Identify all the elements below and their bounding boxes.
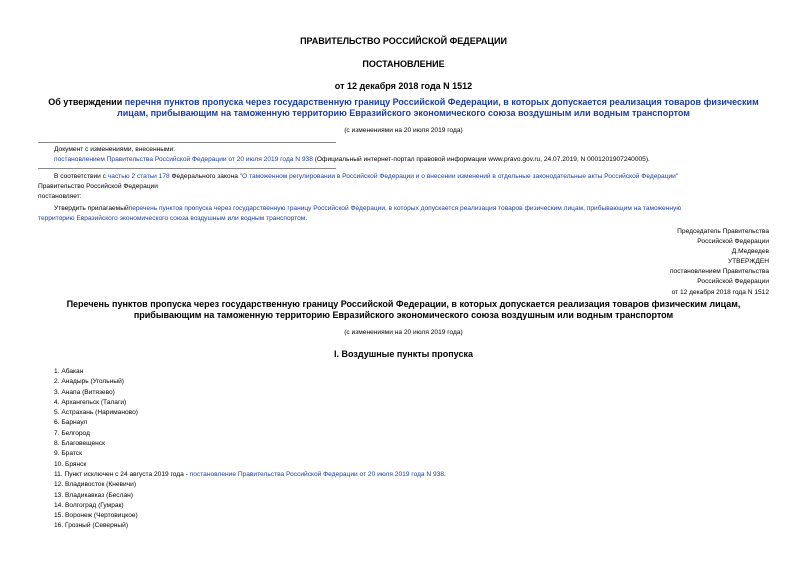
doc-title-prefix: Об утверждении bbox=[48, 97, 123, 107]
list-item: 12. Владивосток (Кневичи) bbox=[54, 481, 137, 489]
changes-source: (Официальный интернет-портал правовой информации www.pravo.gov.ru, 24.07.2019, N 0001201907240005). bbox=[314, 156, 650, 163]
doc-type-heading: ПОСТАНОВЛЕНИЕ bbox=[362, 59, 445, 69]
signature-name: Д.Медведев bbox=[731, 248, 769, 255]
approved-by: постановлением Правительства bbox=[669, 268, 769, 275]
list-item: 15. Воронеж (Чертовицкое) bbox=[54, 512, 138, 520]
approved-date: от 12 декабря 2018 года N 1512 bbox=[671, 289, 769, 296]
list-title-line2: прибывающим на таможенную территорию Евразийского экономического союза воздушным или водным транспортом bbox=[133, 310, 674, 320]
excluded-decree-link[interactable]: постановление Правительства Российской Федерации от 20 июля 2019 года N 938 bbox=[189, 470, 445, 478]
government-heading: ПРАВИТЕЛЬСТВО РОССИЙСКОЙ ФЕДЕРАЦИИ bbox=[300, 36, 507, 46]
section-heading: I. Воздушные пункты пропуска bbox=[334, 349, 473, 359]
list-item: 6. Барнаул bbox=[54, 419, 88, 427]
signature-position-1: Председатель Правительства bbox=[677, 228, 769, 235]
excluded-end: . bbox=[444, 470, 446, 478]
list-item: 3. Анапа (Витязево) bbox=[54, 388, 115, 396]
amendment-note: (с изменениями на 20 июля 2019 года) bbox=[344, 127, 463, 134]
list-item: 8. Благовещенск bbox=[54, 440, 105, 448]
doc-title-line1 bbox=[0, 97, 807, 107]
doc-title-link-cont[interactable]: лицам, прибывающим на таможенную территорию Евразийского экономического союза воздушным или водным транспортом bbox=[117, 108, 690, 118]
p1-prefix: В соответствии с bbox=[54, 173, 106, 180]
p2-list-link-cont[interactable]: территорию Евразийского экономического союза воздушным или водным транспортом bbox=[38, 215, 306, 222]
list-item: 5. Астрахань (Нариманово) bbox=[54, 409, 138, 417]
list-item: 2. Анадырь (Угольный) bbox=[54, 378, 124, 386]
list-amendment-note: (с изменениями на 20 июля 2019 года) bbox=[344, 329, 463, 336]
p2-list-link[interactable]: перечень пунктов пропуска через государственную границу Российской Федерации, в которых допускается реализация товаров физическим лицам, прибывающим на таможенную bbox=[128, 205, 682, 212]
approved-label: УТВЕРЖДЕН bbox=[727, 258, 769, 265]
body-paragraph-2 bbox=[54, 205, 681, 212]
p2-prefix: Утвердить прилагаемый bbox=[54, 205, 129, 212]
list-item: 7. Белгород bbox=[54, 429, 90, 437]
signature-position-2: Российской Федерации bbox=[697, 238, 769, 245]
doc-date-number: от 12 декабря 2018 года N 1512 bbox=[334, 81, 473, 91]
p2-end: . bbox=[305, 215, 308, 222]
separator-top bbox=[38, 142, 336, 143]
list-item: 16. Грозный (Северный) bbox=[54, 522, 129, 530]
list-item: 14. Волгоград (Гумрак) bbox=[54, 501, 124, 509]
body-paragraph-1 bbox=[54, 173, 678, 180]
changes-link[interactable]: постановлением Правительства Российской Федерации от 20 июля 2019 года N 938 bbox=[54, 156, 313, 163]
list-item-excluded bbox=[54, 470, 446, 480]
list-item: 4. Архангельск (Талаги) bbox=[54, 398, 127, 406]
doc-title-link[interactable]: перечня пунктов пропуска через государственную границу Российской Федерации, в которых допускается реализация товаров физическим bbox=[124, 97, 759, 107]
list-title-line1: Перечень пунктов пропуска через государственную границу Российской Федерации, в которых допускается реализация товаров физическим лицам, bbox=[66, 299, 741, 309]
body-paragraph-2-cont bbox=[38, 215, 307, 222]
doc-title-line2 bbox=[0, 108, 807, 118]
approved-rf: Российской Федерации bbox=[697, 278, 769, 285]
p1-law-link[interactable]: "О таможенном регулировании в Российской Федерации и о внесении изменений в отдельные законодательные акты Российской Федерации" bbox=[239, 173, 679, 180]
p1-mid: Федерального закона bbox=[171, 173, 238, 180]
p1-end: Правительство Российской Федерации bbox=[38, 183, 158, 190]
changes-line bbox=[54, 156, 650, 163]
list-item: 1. Абакан bbox=[54, 368, 84, 375]
p1-article-link[interactable]: частью 2 статьи 178 bbox=[107, 173, 170, 180]
excluded-prefix: 11. Пункт исключен с 24 августа 2019 года - bbox=[54, 470, 188, 478]
airport-list bbox=[54, 367, 446, 532]
list-item: 13. Владикавказ (Беслан) bbox=[54, 491, 133, 499]
list-item: 10. Брянск bbox=[54, 460, 87, 468]
changes-label: Документ с изменениями, внесенными: bbox=[54, 146, 176, 153]
p1-decree: постановляет: bbox=[38, 193, 82, 200]
list-item: 9. Братск bbox=[54, 450, 82, 458]
separator-bottom bbox=[38, 168, 336, 169]
